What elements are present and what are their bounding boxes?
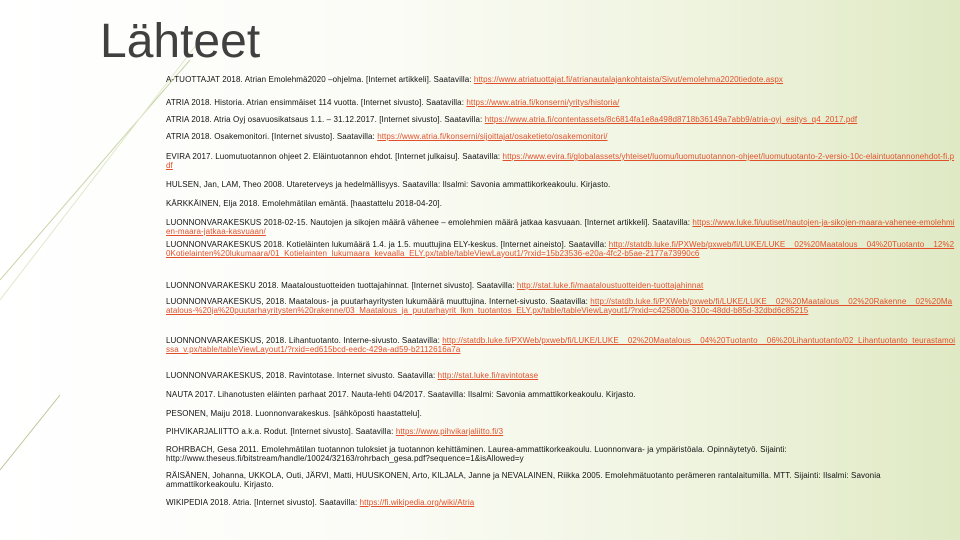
reference-link[interactable]: https://www.atria.fi/konserni/sijoittajat/osaketieto/osakemonitori/: [377, 132, 608, 141]
reference-text: ATRIA 2018. Atria Oyj osavuosikatsaus 1.1. – 31.12.2017. [Internet sivusto]. Saatavilla:: [166, 115, 485, 124]
reference-entry: [166, 116, 956, 125]
reference-entry: [166, 153, 956, 170]
reference-text: ATRIA 2018. Osakemonitori. [Internet sivusto]. Saatavilla:: [166, 132, 378, 141]
reference-link[interactable]: https://www.atria.fi/contentassets/8c6814fa1e8a498d8718b36149a7abb9/atria-oyj_esitys_q4_2017.pdf: [484, 115, 858, 124]
reference-link[interactable]: https://www.pihvikarjaliitto.fi/3: [395, 427, 504, 436]
reference-text: LUONNONVARAKESKUS, 2018. Ravintotase. Internet sivusto. Saatavilla:: [166, 371, 438, 380]
reference-entry: [166, 133, 956, 142]
reference-link[interactable]: http://statdb.luke.fi/PXWeb/pxweb/fi/LUKE/LUKE__02%20Maatalous__04%20Tuotanto__06%20Lihantuotanto/02_Lihantuotanto_teurastamoissa_v.px/table/tableViewLayout1/?rxid=ed615bcd-eedc-429a-ad59-b2112616a7a: [166, 336, 956, 354]
reference-text: LUONNONVARAKESKUS, 2018. Lihantuotanto. Interne-sivusto. Saatavilla:: [166, 336, 443, 345]
reference-text: LUONNONVARAKESKUS 2018-02-15. Nautojen ja sikojen määrä vähenee – emolehmien määrä jatkaa kasvuaan. [Internet artikkeli]. Saatavilla:: [166, 218, 693, 227]
reference-text: RÄISÄNEN, Johanna, UKKOLA, Outi, JÄRVI, Matti, HUUSKONEN, Arto, KILJALA, Janne ja NEVALAINEN, Riikka 2005. Emolehmätuotanto perämeren rantalaitumilla. MTT. Sijainti: Ilsalmi: Savonia ammattikorkeakoulu. Kirjasto.: [166, 471, 881, 489]
reference-entry: [166, 446, 956, 463]
reference-text: NAUTA 2017. Lihanotusten eläinten parhaat 2017. Nauta-lehti 04/2017. Saatavilla: Ilsalmi: Savonia ammattikorkeakoulu. Kirjasto.: [166, 390, 636, 399]
reference-text: A-TUOTTAJAT 2018. Atrian Emolehmä2020 –ohjelma. [Internet artikkeli]. Saatavilla:: [166, 75, 474, 84]
reference-entry: [166, 428, 956, 437]
reference-text: PESONEN, Maiju 2018. Luonnonvarakeskus. [sähköposti haastattelu].: [166, 409, 422, 418]
reference-link[interactable]: https://fi.wikipedia.org/wiki/Atria: [359, 498, 475, 507]
reference-entry: [166, 99, 956, 108]
reference-entry: [166, 499, 956, 508]
reference-entry: [166, 282, 956, 291]
reference-text: LUONNONVARAKESKU 2018. Maataloustuotteiden tuottajahinnat. [Internet sivusto]. Saatavilla:: [166, 281, 517, 290]
page-title: Lähteet: [100, 15, 261, 68]
reference-entry: [166, 410, 956, 419]
reference-link[interactable]: https://www.atriatuottajat.fi/atrianautalajankohtaista/Sivut/emolehma2020tiedote.aspx: [473, 75, 784, 84]
reference-link[interactable]: https://www.luke.fi/uutiset/nautojen-ja-sikojen-maara-vahenee-emolehmien-maara-jatkaa-kasvuaan/: [166, 218, 955, 236]
reference-text: KÄRKKÄINEN, Elja 2018. Emolehmätilan emäntä. [haastattelu 2018-04-20].: [166, 199, 443, 208]
reference-link[interactable]: http://statdb.luke.fi/PXWeb/pxweb/fi/LUKE/LUKE__02%20Maatalous__04%20Tuotanto__12%20Kotielainten%20lukumaara/01_Kotielainten_lukumaara_kevaalla_ELY.px/table/tableViewLayout1/?rxid=15b23536-e20a-4fc2-b5ae-2177a73990c6: [166, 240, 955, 258]
reference-entry: [166, 181, 956, 190]
reference-text: PIHVIKARJALIITTO a.k.a. Rodut. [Internet sivusto]. Saatavilla:: [166, 427, 396, 436]
reference-entry: [166, 298, 956, 315]
reference-entry: [166, 472, 956, 489]
reference-link[interactable]: http://stat.luke.fi/ravintotase: [437, 371, 539, 380]
reference-link[interactable]: https://www.atria.fi/konserni/yritys/historia/: [466, 98, 620, 107]
reference-text: ROHRBACH, Gesa 2011. Emolehmätilan tuotannon tuloksiet ja tuotannon kehittäminen. Laurea-ammattikorkeakoulu. Luonnonvara- ja ympäristöala. Opinnäytetyö. Sijainti: http://www.theseus.fi/bitstream/handle/10024/32163/rohrbach_gesa.pdf?sequence=1&isAllowed=y: [166, 445, 787, 463]
reference-entry: [166, 76, 956, 85]
reference-entry: [166, 391, 956, 400]
reference-entry: [166, 219, 956, 236]
reference-link[interactable]: https://www.evira.fi/globalassets/yhteiset/luomu/luomutuotannon-ohjeet/luomutuotanto-2-versio-10c-elaintuotannonehdot-fi.pdf: [166, 152, 955, 170]
reference-text: LUONNONVARAKESKUS, 2018. Maatalous- ja puutarhayritysten lukumäärä muuttujina. Internet-sivusto. Saatavilla:: [166, 297, 591, 306]
reference-entry: [166, 372, 956, 381]
reference-link[interactable]: http://stat.luke.fi/maataloustuotteiden-tuottajahinnat: [516, 281, 704, 290]
reference-link[interactable]: http://statdb.luke.fi/PXWeb/pxweb/fi/LUKE/LUKE__02%20Maatalous__02%20Rakenne__02%20Maatalous-%20ja%20puutarhayritysten%20rakenne/03_Maatalous_ja_puutarhayrit_lkm_tuotantos_ELY.px/table/tableViewLayout1/?rxid=c425800a-310c-48dd-b85d-32dbd6c85215: [166, 297, 953, 315]
reference-text: HULSEN, Jan, LAM, Theo 2008. Utareterveys ja hedelmällisyys. Saatavilla: Ilsalmi: Savonia ammattikorkeakoulu. Kirjasto.: [166, 180, 611, 189]
reference-entry: [166, 200, 956, 209]
reference-entry: [166, 337, 956, 354]
reference-text: WIKIPEDIA 2018. Atria. [Internet sivusto]. Saatavilla:: [166, 498, 360, 507]
reference-text: LUONNONVARAKESKUS 2018. Kotieläinten lukumäärä 1.4. ja 1.5. muuttujina ELY-keskus. [Internet aineisto]. Saatavilla:: [166, 240, 609, 249]
reference-entry: [166, 241, 956, 258]
reference-text: EVIRA 2017. Luomutuotannon ohjeet 2. Eläintuotannon ehdot. [Internet julkaisu]. Saatavilla:: [166, 152, 503, 161]
reference-text: ATRIA 2018. Historia. Atrian ensimmäiset 114 vuotta. [Internet sivusto]. Saatavilla:: [166, 98, 467, 107]
